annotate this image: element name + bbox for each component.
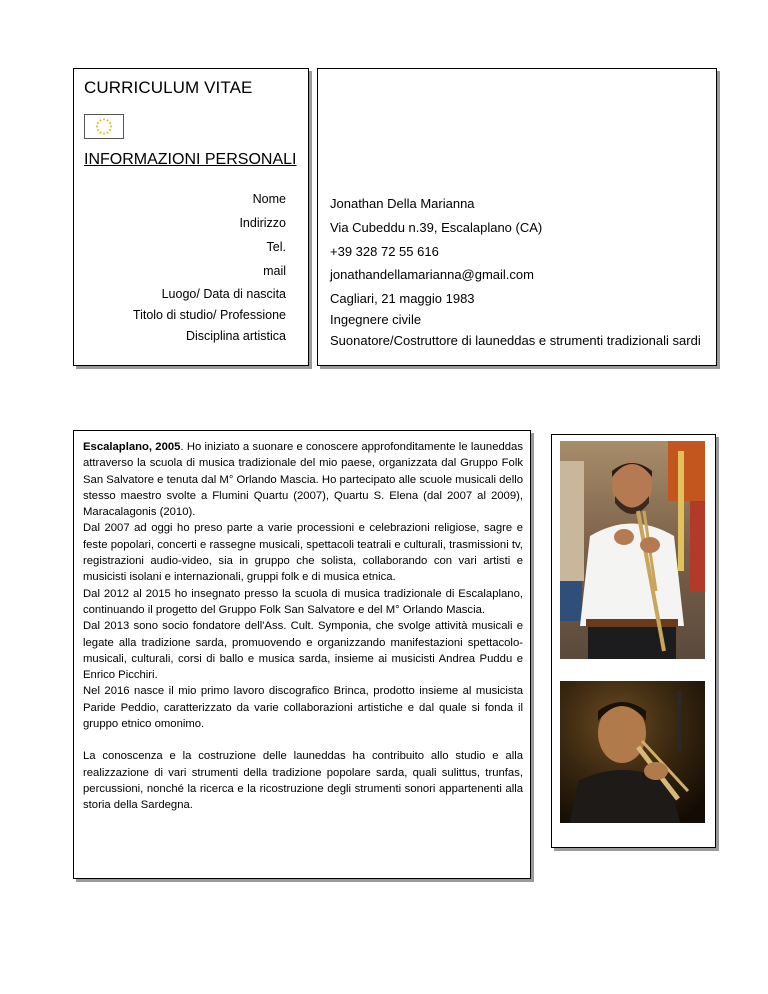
- biography-text: [83, 439, 523, 814]
- label-luogo-data-nascita: Luogo/ Data di nascita: [161, 287, 286, 301]
- value-indirizzo: Via Cubeddu n.39, Escalaplano (CA): [330, 220, 543, 235]
- bio-paragraph-6: La conoscenza e la costruzione delle launeddas ha contribuito allo studio e alla realizzazione di vari strumenti della tradizione popolare sarda, quali sulittus, trunfas, percussioni, nonché la ricerca e la ricostruzione degli strumenti sonori appartenenti alla storia della Sardegna.: [83, 750, 523, 812]
- photo-playing-launeddas-closeup: [560, 681, 705, 823]
- photo-playing-launeddas: [560, 441, 705, 659]
- bio-paragraph-2: Dal 2007 ad oggi ho preso parte a varie processioni e celebrazioni religiose, sagre e feste popolari, concerti e rassegne musicali, spettacoli teatrali e culturali, trasmissioni tv, registrazioni audio-video, sia in gruppo che solista, collaborando con vari artisti e musicisti isolani e internazionali, gruppi folk e di musica etnica.: [83, 522, 523, 584]
- section-title-personal-info: INFORMAZIONI PERSONALI: [84, 151, 297, 168]
- cv-header-panel: [73, 68, 309, 366]
- bio-place-year: Escalaplano, 2005: [83, 441, 181, 453]
- label-indirizzo: Indirizzo: [239, 216, 286, 230]
- cv-title: CURRICULUM VITAE: [84, 78, 253, 97]
- bio-paragraph-4: Dal 2013 sono socio fondatore dell'Ass. Cult. Symponia, che svolge attività musicali e legate alla tradizione sarda, promuovendo e organizzando manifestazioni spettacolo-musicali, culturali, corsi di ballo e musica sarda, insieme ai musicisti Andrea Puddu e Enrico Picchiri.: [83, 620, 523, 682]
- bio-paragraph-5: Nel 2016 nasce il mio primo lavoro discografico Brinca, prodotto insieme al musicista Paride Peddio, caratterizzato da varie collaborazioni artistiche e dal quale si fonda il gruppo etnico omonimo.: [83, 685, 523, 731]
- personal-info-values-panel: [317, 68, 717, 366]
- value-disciplina: Suonatore/Costruttore di launeddas e strumenti tradizionali sardi: [330, 333, 701, 348]
- value-luogo-data-nascita: Cagliari, 21 maggio 1983: [330, 291, 475, 306]
- label-tel: Tel.: [266, 240, 286, 254]
- value-mail: jonathandellamarianna@gmail.com: [330, 267, 534, 282]
- label-disciplina: Disciplina artistica: [185, 329, 286, 343]
- bio-paragraph-1-text: . Ho iniziato a suonare e conoscere approfonditamente le launeddas attraverso la scuola di musica tradizionale del mio paese, organizzata dal Gruppo Folk San Salvatore e tenuta dal M° Orlando Mascia. Ho partecipato alle scuole musicali dello stesso maestro svolte a Flumini Quartu (2007), Quartu S. Elena (dal 2007 al 2009), Maracalagonis (2010).: [83, 441, 523, 519]
- biography-panel: [73, 430, 531, 879]
- label-mail: mail: [263, 264, 286, 278]
- bio-paragraph-3: Dal 2012 al 2015 ho insegnato presso la scuola di musica tradizionale di Escalaplano, continuando il progetto del Gruppo Folk San Salvatore e del M° Orlando Mascia.: [83, 587, 523, 616]
- value-nome: Jonathan Della Marianna: [330, 196, 475, 211]
- photos-panel: [551, 434, 716, 848]
- label-nome: Nome: [252, 192, 286, 206]
- value-tel: +39 328 72 55 616: [330, 244, 439, 259]
- label-titolo-studio: Titolo di studio/ Professione: [132, 308, 286, 322]
- eu-flag-icon: [84, 114, 124, 139]
- bio-paragraph-1: [83, 439, 523, 520]
- value-titolo-studio: Ingegnere civile: [330, 312, 422, 327]
